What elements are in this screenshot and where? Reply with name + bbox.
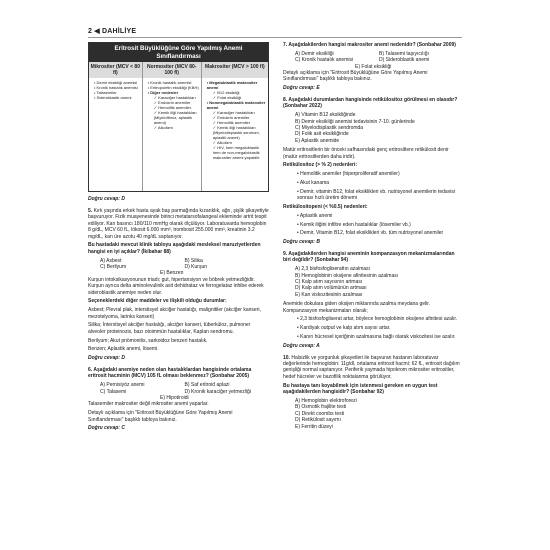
page-header	[88, 27, 136, 35]
list-item: ✓ Karaciğer hastalıkları	[153, 95, 196, 101]
list-item: ✓ Hemolitik anemiler	[212, 120, 251, 126]
list-item: • Aplastik anemi	[297, 212, 333, 219]
list-item-text: Kemik iliğini infiltre eden hastalıklar (lösemiler vb.)	[300, 221, 411, 228]
explanation: Matür eritrositlerin bir önceki safhasındaki genç eritrositlere retikülosit denir (matür eritrositlerden daha iridir).	[283, 147, 449, 160]
option-b[interactable]: B) Osmotik frajilite testi	[295, 404, 347, 411]
explanation: Kurşun intoksikasyonunun triadı; gut, hipertansiyon ve böbrek yetmezliğidir. Kurşun ayrıca delta aminolevulinik asit dehidrataz ve ferrogelataz inhibe ederek sideroblastik anemiye neden olur.	[88, 276, 264, 296]
option-c[interactable]: C) Direkt coombs testi	[295, 410, 345, 417]
list-item: • Eritropoietin eksikliği (KBH)	[147, 85, 199, 91]
table-head-macrocytic: Makrositer (MCV > 100 fl)	[205, 64, 265, 71]
explanation: Seçeneklerdeki diğer maddeler ve ilişkili olduğu durumlar:	[88, 298, 227, 305]
question-number: 10.	[283, 354, 290, 361]
answer-line: Doğru cevap: A	[283, 342, 320, 349]
list-item: • Demir, vitamin B12, folat eksiklikleri vb. nutrisyonel anemilerin tedavisi sonrası hızlı üretim dönemi	[297, 188, 455, 202]
list-item-text: Kanın hücresel içeriğinin azalmasına bağlı olarak viskozitesi ise azalır.	[300, 334, 456, 341]
table-header	[89, 62, 268, 78]
table-col-microcytic	[89, 78, 143, 191]
option-a[interactable]: A) Demir eksikliği	[295, 50, 334, 57]
list-item-text: Aplastik anemi	[299, 212, 333, 219]
option-e[interactable]: E) Ferritin düzeyi	[295, 423, 333, 430]
answer-line: Doğru cevap: C	[88, 425, 125, 432]
list-item: ✓ Hemolitik anemiler	[153, 105, 192, 111]
list-item: ✓ Endokrin anemiler	[153, 100, 191, 106]
list-item: • Akut kanama	[297, 180, 330, 187]
chapter-title: ◀ DAHİLİYE	[94, 28, 137, 35]
option-a[interactable]: A) Asbest	[100, 257, 122, 264]
question-10	[283, 355, 463, 381]
question-6	[88, 367, 269, 380]
option-b[interactable]: B) Talasemi taşıyıcılığı	[379, 50, 429, 57]
section-heading: Retikülositopeni (< %0.5) nedenleri:	[283, 204, 368, 211]
question-number: 5.	[88, 207, 93, 214]
bullet-list	[283, 171, 463, 201]
list-item: • Kemik iliğini infiltre eden hastalıklar (lösemiler vb.)	[297, 221, 411, 228]
list-item: ✓ Karaciğer hastalıkları	[212, 110, 255, 116]
option-a[interactable]: A) 2,3 bisfosfogliserattın azalması	[295, 266, 371, 273]
options	[88, 258, 269, 277]
list-item: ✓ Alkolizm	[212, 140, 232, 146]
option-d[interactable]: D) Kalp atım volümünün artması	[295, 285, 367, 292]
list-item: • Talasemiler	[94, 90, 117, 96]
header-rule	[88, 37, 462, 38]
list-item: • Demir, Vitamin B12, folat eksiklikleri vb. tüm nutrisyonel anemiler	[297, 230, 444, 237]
section-heading: Retikülositoz (> % 2) nedenleri:	[283, 162, 358, 169]
option-d[interactable]: D) Kurşun	[184, 264, 208, 271]
list-item-text: Demir, Vitamin B12, folat eksiklikleri vb. tüm nutrisyonel anemiler	[300, 230, 444, 237]
explanation: Detaylı açıklama için "Eritrosit Büyüklüğüne Göre Yapılmış Anemi Sınıflandırması" başlıklı tabloya bakınız.	[88, 410, 233, 423]
list-item-text: Hemolitik anemiler (hiperproliferatif anemiler)	[300, 171, 400, 178]
list-item-text: Kardiyak output ve kalp atım sayısı artar.	[300, 325, 391, 332]
question-text: Kırk yaşında erkek hasta ayak baş parmağında kızarıklık, ağrı, şişlik şikayetiyle başvuruyor. Fizik muayenesinde birinci metatarsofalangeal ekleminde artrit tespit ediliyor. Kan basıncı 180/110 mmHg olarak ölçülüyor. Laboratuvarda hemoglobin 8 g/dL, MCV 60 fL, lökosit 6.000 mm³, trombosit 255.000 mm³, kreatinin 3.2 mg/dL, kan üre azotu 40 mg/dL saptanıyor.	[88, 207, 269, 240]
list-item: • Megaloblastik makrositer anemi	[206, 80, 258, 91]
bullet-list	[283, 213, 463, 237]
question-8	[283, 97, 463, 110]
list-item: • Demir eksikliği anemisi	[94, 80, 138, 86]
explanation: Berilyum; Akut pnömonitis, sarkoidoz benzeri hastalık.	[88, 337, 208, 344]
question-text: Aşağıdaki anemiye neden olan hastalıklardan hangisinde ortalama eritrosit hacminin (MCV) 105 fL olması beklenmez? (Sonbahar 2005)	[88, 367, 252, 380]
table-col-normocytic	[143, 78, 202, 191]
explanation: Anemide dokulara giden oksijen miktarında azalma meydana gelir. Kompanzasyon mekanizmaları olarak;	[283, 301, 431, 314]
option-b[interactable]: B) Saf eritroid aplazi	[184, 382, 230, 389]
list-item: • Kronik hastalık anemisi	[147, 80, 192, 86]
option-a[interactable]: A) Pernisiyöz anemi	[100, 382, 145, 389]
list-item: ✓ B12 eksikliği	[212, 90, 240, 96]
list-item: • Nonmegaloblastik makrositer anemi	[206, 100, 266, 111]
option-e[interactable]: E) Hipotiroidi	[160, 395, 189, 402]
question-text: Aşağıdakilerden hangisi makrositer anemi nedenidir? (Sonbahar 2009)	[288, 42, 456, 48]
list-item: ✓ Kemik iliği hastalıkları (Miyelofibroz, aplastik anemi)	[153, 110, 197, 126]
answer-line: Doğru cevap: B	[283, 239, 320, 246]
list-item: • Kardiyak output ve kalp atım sayısı artar.	[297, 325, 391, 332]
question-prompt: Bu hastadaki mevcut klinik tabloyu aşağıdaki mesleksel maruziyetlerden hangisi en iyi açıklar? (İkibahar 88)	[88, 242, 261, 255]
list-item: • Sideroblastik anemi	[94, 95, 132, 101]
table-body	[89, 78, 268, 191]
question-text: Halsizlik ve yorgunluk şikayetleri ile başvuran hastanın laboratuvar değerlerinde hemoglobin: 11g/dl, ortalama eritrosit hacmi: 62 fL, eritrosit dağılım genişliği normal saptanıyor. Periferik yaymada hipokrom mikrositer eritrositler, hedef hücreler ve bazofilik noktalanma görülüyor.	[283, 354, 460, 380]
option-b[interactable]: B) Hemoglobinin oksijene afinitesinin azalması	[295, 272, 399, 279]
option-c[interactable]: C) Kalp atım sayısının artması	[295, 279, 363, 286]
list-item: ✓ HIV, hem megaloblastik hem de non-megaloblastik makrositer anemi yapabilir.	[212, 145, 261, 161]
question-number: 8.	[283, 97, 288, 104]
option-b[interactable]: B) Silika	[184, 257, 203, 264]
question-5	[88, 208, 269, 240]
question-number: 6.	[88, 367, 93, 374]
option-e[interactable]: E) Folat eksikliği	[355, 63, 392, 70]
answer-line: Doğru cevap: E	[283, 85, 320, 92]
list-item: • Diğer nedenler	[147, 90, 179, 96]
question-number: 7.	[283, 42, 288, 48]
option-a[interactable]: A) Hemoglobin elektroforezi	[295, 397, 357, 404]
question-7	[283, 42, 463, 48]
answer-line: Doğru cevap: D	[88, 196, 125, 203]
option-d[interactable]: D) Kronik karaciğer yetmezliği	[184, 388, 251, 395]
bullet-list	[283, 316, 463, 340]
options	[283, 398, 463, 430]
option-d[interactable]: D) Folik asit eksikliğinde	[295, 131, 349, 138]
option-b[interactable]: B) Demir eksikliği anemisi tedavisinin 7-10. günlerinde	[295, 118, 415, 125]
options	[283, 51, 463, 70]
options	[283, 112, 463, 144]
explanation: Talasemiler makrositer değil mikrositer anemi yaparlar.	[88, 401, 209, 408]
list-item: • Kanın hücresel içeriğinin azalmasına bağlı olarak viskozitesi ise azalır.	[297, 334, 456, 341]
option-c[interactable]: C) Talasemi	[100, 388, 127, 395]
list-item-text: Akut kanama	[299, 180, 330, 187]
option-e[interactable]: E) Aplastik anemide	[295, 137, 340, 144]
option-c[interactable]: C) Berilyum	[100, 264, 127, 271]
list-item: ✓ Endokrin anemiler	[212, 115, 250, 121]
list-item-text: 2,3 bisfosfogliserat artar, böylece hemoglobinin oksijene afinitesi azalır.	[300, 316, 458, 323]
list-item: • 2,3 bisfosfogliserat artar, böylece hemoglobinin oksijene afinitesi azalır.	[297, 316, 458, 323]
list-item-text: Demir, vitamin B12, folat eksiklikleri vb. nutrisyonel anemilerin tedavisi sonrası hızlı üretim dönemi	[297, 188, 455, 202]
option-d[interactable]: D) Retikülosit sayımı	[295, 417, 341, 424]
explanation: Silika; İnterstisyel akciğer hastalığı, akciğer kanseri, tüberküloz, pulmoner alveoler proteinozis, bazı otoimmün hastalıklar, Kaplan sendromu.	[88, 322, 251, 335]
question-text: Aşağıdaki durumlardan hangisinde retikülositoz görülmesi en olasıdır? (Sonbahar 2022)	[283, 97, 458, 110]
question-prompt: Bu hastaya tanı koyabilmek için istenmesi gereken en uygun test aşağıdakilerden hangisidir? (Sonbahar 92)	[283, 382, 438, 396]
options	[88, 382, 269, 401]
explanation: Benzen; Aplastik anemi, lösemi.	[88, 346, 159, 353]
list-item: • Hemolitik anemiler (hiperproliferatif anemiler)	[297, 171, 400, 178]
table-head-microcytic: Mikrositer (MCV < 80 fl)	[89, 62, 143, 78]
list-item: • Kronik hastalık anemisi	[94, 85, 138, 91]
option-c[interactable]: C) Miyelodisplastik sendromda	[295, 125, 364, 132]
explanation: Asbest; Plevral plak, interstisyel akciğer hastalığı, malignitiler (akciğer kanseri, mezotelyoma, larinks kanseri)	[88, 307, 261, 320]
explanation: Detaylı açıklama için "Eritrosit Büyüklüğüne Göre Yapılmış Anemi Sınıflandırması" başlıklı tabloya bakınız.	[283, 70, 428, 83]
table-head-normocytic: Normositer (MCV 80-100 fl)	[143, 62, 202, 78]
question-9	[283, 251, 463, 264]
option-c[interactable]: C) Kronik hastalık anemisi	[295, 57, 354, 64]
table-title: Eritrosit Büyüklüğüne Göre Yapılmış Anemi Sınıflandırması	[89, 43, 268, 62]
options	[283, 266, 463, 298]
question-text: Aşağıdakilerden hangisi aneminin kompanzasyon mekanizmalarından biri değildir? (Sonbahar 94)	[283, 251, 455, 264]
list-item: ✓ Folat eksikliği	[212, 95, 242, 101]
left-column	[88, 42, 269, 434]
option-d[interactable]: D) Sideroblastik anemi	[379, 57, 430, 64]
option-a[interactable]: A) Vitamin B12 eksikliğinde	[295, 112, 356, 119]
page-number: 2	[88, 28, 93, 35]
list-item: ✓ Kemik iliği hastalıkları (Miyelodisplastik sendrom, aplastik anemi)	[212, 125, 260, 141]
list-item: ✓ Alkolizm	[153, 125, 173, 131]
option-e[interactable]: E) Kan viskozitesinin azalması	[295, 291, 363, 298]
answer-line: Doğru cevap: D	[88, 355, 125, 362]
option-e[interactable]: E) Benzen	[160, 270, 184, 277]
right-column	[283, 42, 463, 430]
table-col-macrocytic	[202, 78, 268, 191]
classification-table	[88, 42, 269, 192]
question-number: 9.	[283, 251, 288, 258]
